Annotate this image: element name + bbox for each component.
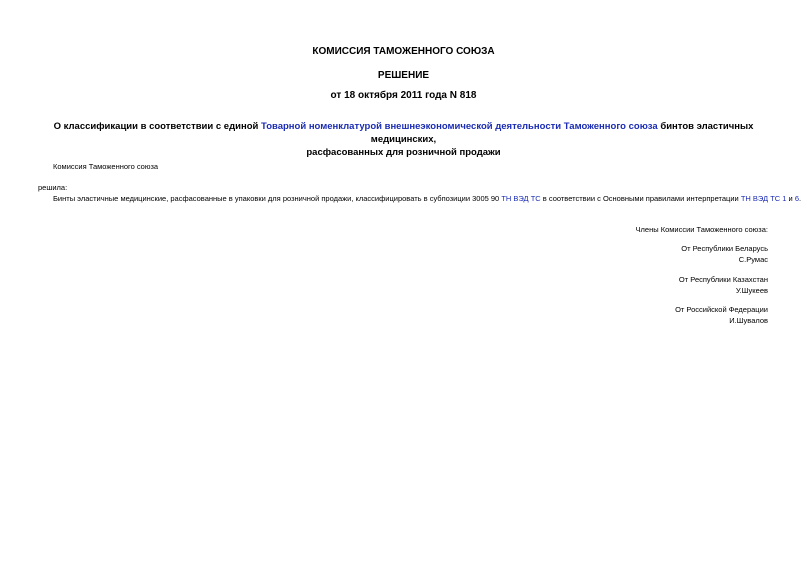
signature-name-russia: И.Шувалов [729, 316, 768, 325]
decision-text-2: в соответствии с Основными правилами интерпретации [540, 194, 741, 203]
signature-country-russia: От Российской Федерации [675, 305, 768, 314]
link-rule-1[interactable]: 1 [782, 194, 787, 203]
link-tn-ved-1[interactable]: ТН ВЭД ТС [501, 194, 541, 203]
decision-paragraph [53, 194, 801, 203]
members-heading: Члены Комиссии Таможенного союза: [635, 225, 768, 234]
signature-country-kazakhstan: От Республики Казахстан [678, 275, 768, 284]
doc-type: РЕШЕНИЕ [377, 70, 430, 81]
title-link-tn-ved[interactable]: Товарной номенклатурой внешнеэкономической деятельности Таможенного союза [260, 121, 658, 132]
signature-name-belarus: С.Румас [738, 255, 768, 264]
link-tn-ved-2[interactable]: ТН ВЭД ТС [740, 194, 781, 203]
intro-text: Комиссия Таможенного союза [53, 162, 159, 171]
doc-date: от 18 октября 2011 года N 818 [330, 90, 477, 101]
decision-text-1: Бинты эластичные медицинские, расфасованные в упаковки для розничной продажи, классифицировать в субпозиции 3005 90 [53, 194, 502, 203]
signature-country-belarus: От Республики Беларусь [681, 244, 768, 253]
title-line2: расфасованных для розничной продажи [306, 147, 501, 158]
link-rule-6[interactable]: 6 [794, 194, 799, 203]
signature-name-kazakhstan: У.Шукеев [735, 286, 768, 295]
decision-text-5: . [799, 194, 802, 203]
decision-text-4: и [786, 194, 795, 203]
doc-title [30, 120, 777, 159]
title-part1: О классификации в соответствии с единой [53, 121, 261, 132]
org-header: КОМИССИЯ ТАМОЖЕННОГО СОЮЗА [312, 46, 495, 57]
decided-text: решила: [38, 183, 68, 192]
title-part2: бинтов эластичных медицинских, [370, 121, 754, 145]
